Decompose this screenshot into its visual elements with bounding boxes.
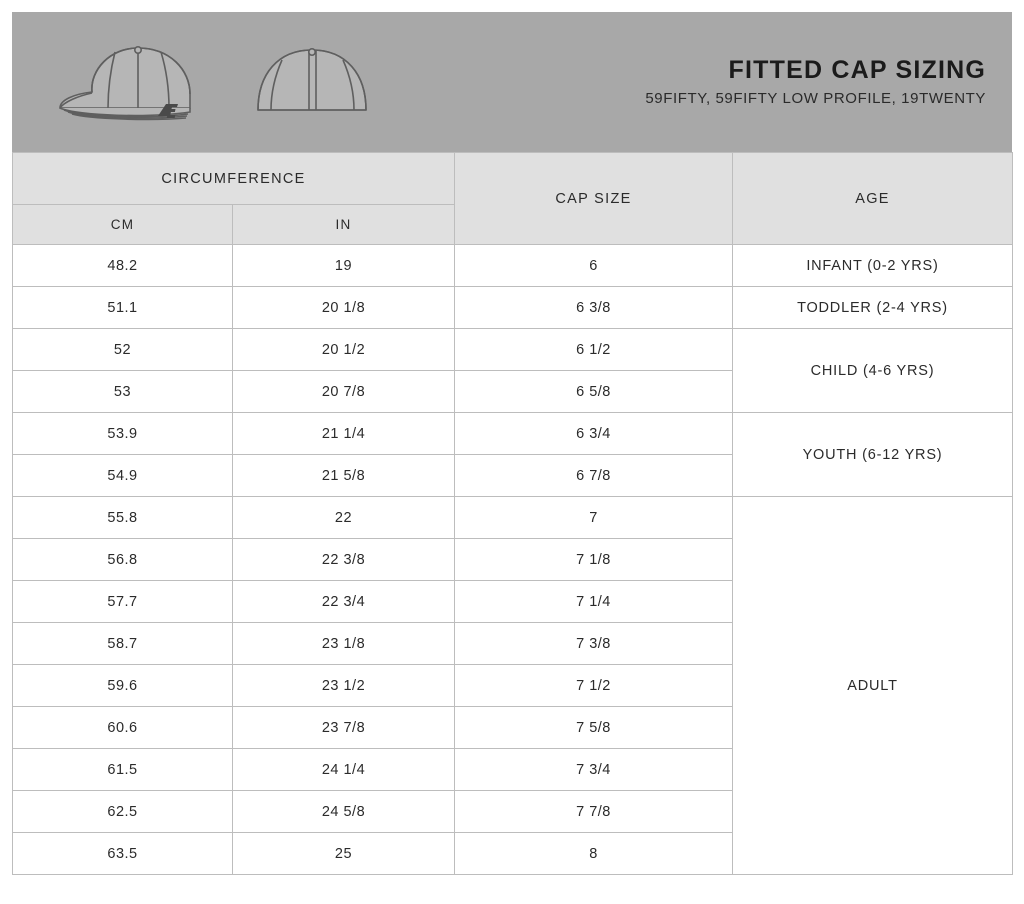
table-row: [13, 329, 1013, 371]
table-row: [13, 497, 1013, 539]
column-header-cm: CM: [13, 205, 233, 245]
cell-cap-size: 6 7/8: [455, 455, 733, 497]
cell-in: 22: [233, 497, 455, 539]
cell-cm: 56.8: [13, 539, 233, 581]
cell-cm: 57.7: [13, 581, 233, 623]
cell-age-group: ADULT: [733, 497, 1013, 875]
cell-in: 20 7/8: [233, 371, 455, 413]
cell-in: 23 7/8: [233, 707, 455, 749]
cell-cap-size: 7 1/4: [455, 581, 733, 623]
cell-in: 24 1/4: [233, 749, 455, 791]
header-band: [12, 12, 1012, 152]
cell-in: 25: [233, 833, 455, 875]
cell-cm: 63.5: [13, 833, 233, 875]
cell-cm: 59.6: [13, 665, 233, 707]
cell-cap-size: 8: [455, 833, 733, 875]
cell-cm: 52: [13, 329, 233, 371]
header-text-block: [645, 57, 986, 108]
table-body: [13, 245, 1013, 875]
cell-in: 24 5/8: [233, 791, 455, 833]
cell-cap-size: 6 3/4: [455, 413, 733, 455]
cell-cap-size: 7 3/8: [455, 623, 733, 665]
cell-in: 23 1/8: [233, 623, 455, 665]
cell-cm: 53.9: [13, 413, 233, 455]
cell-cm: 53: [13, 371, 233, 413]
cell-cap-size: 7 5/8: [455, 707, 733, 749]
column-header-cap-size: CAP SIZE: [455, 153, 733, 245]
cell-cm: 48.2: [13, 245, 233, 287]
cell-cm: 60.6: [13, 707, 233, 749]
cell-cap-size: 7 1/2: [455, 665, 733, 707]
cell-cap-size: 6: [455, 245, 733, 287]
cell-in: 21 5/8: [233, 455, 455, 497]
table-row: [13, 245, 1013, 287]
cell-cap-size: 6 3/8: [455, 287, 733, 329]
cell-cap-size: 6 5/8: [455, 371, 733, 413]
cell-in: 20 1/8: [233, 287, 455, 329]
cell-in: 22 3/8: [233, 539, 455, 581]
cell-cm: 62.5: [13, 791, 233, 833]
cell-cm: 51.1: [13, 287, 233, 329]
cell-in: 21 1/4: [233, 413, 455, 455]
fitted-cap-sizing-table: [12, 152, 1013, 875]
cell-cm: 58.7: [13, 623, 233, 665]
column-group-circumference: CIRCUMFERENCE: [13, 153, 455, 205]
cell-cm: 54.9: [13, 455, 233, 497]
cell-cap-size: 7 7/8: [455, 791, 733, 833]
cell-cap-size: 6 1/2: [455, 329, 733, 371]
cell-age-group: TODDLER (2-4 YRS): [733, 287, 1013, 329]
cell-cap-size: 7: [455, 497, 733, 539]
new-era-caps-illustration-icon: [30, 30, 400, 140]
cell-in: 19: [233, 245, 455, 287]
cell-cap-size: 7 1/8: [455, 539, 733, 581]
cell-cm: 61.5: [13, 749, 233, 791]
cell-age-group: CHILD (4-6 YRS): [733, 329, 1013, 413]
table-row: [13, 413, 1013, 455]
column-header-in: IN: [233, 205, 455, 245]
table-header-row-1: [13, 153, 1013, 205]
cell-age-group: INFANT (0-2 YRS): [733, 245, 1013, 287]
page-subtitle: 59FIFTY, 59FIFTY LOW PROFILE, 19TWENTY: [645, 90, 986, 108]
cell-in: 23 1/2: [233, 665, 455, 707]
cell-cap-size: 7 3/4: [455, 749, 733, 791]
table-row: [13, 287, 1013, 329]
column-header-age: AGE: [733, 153, 1013, 245]
page-title: FITTED CAP SIZING: [728, 55, 986, 84]
cell-cm: 55.8: [13, 497, 233, 539]
cell-age-group: YOUTH (6-12 YRS): [733, 413, 1013, 497]
cell-in: 20 1/2: [233, 329, 455, 371]
cell-in: 22 3/4: [233, 581, 455, 623]
